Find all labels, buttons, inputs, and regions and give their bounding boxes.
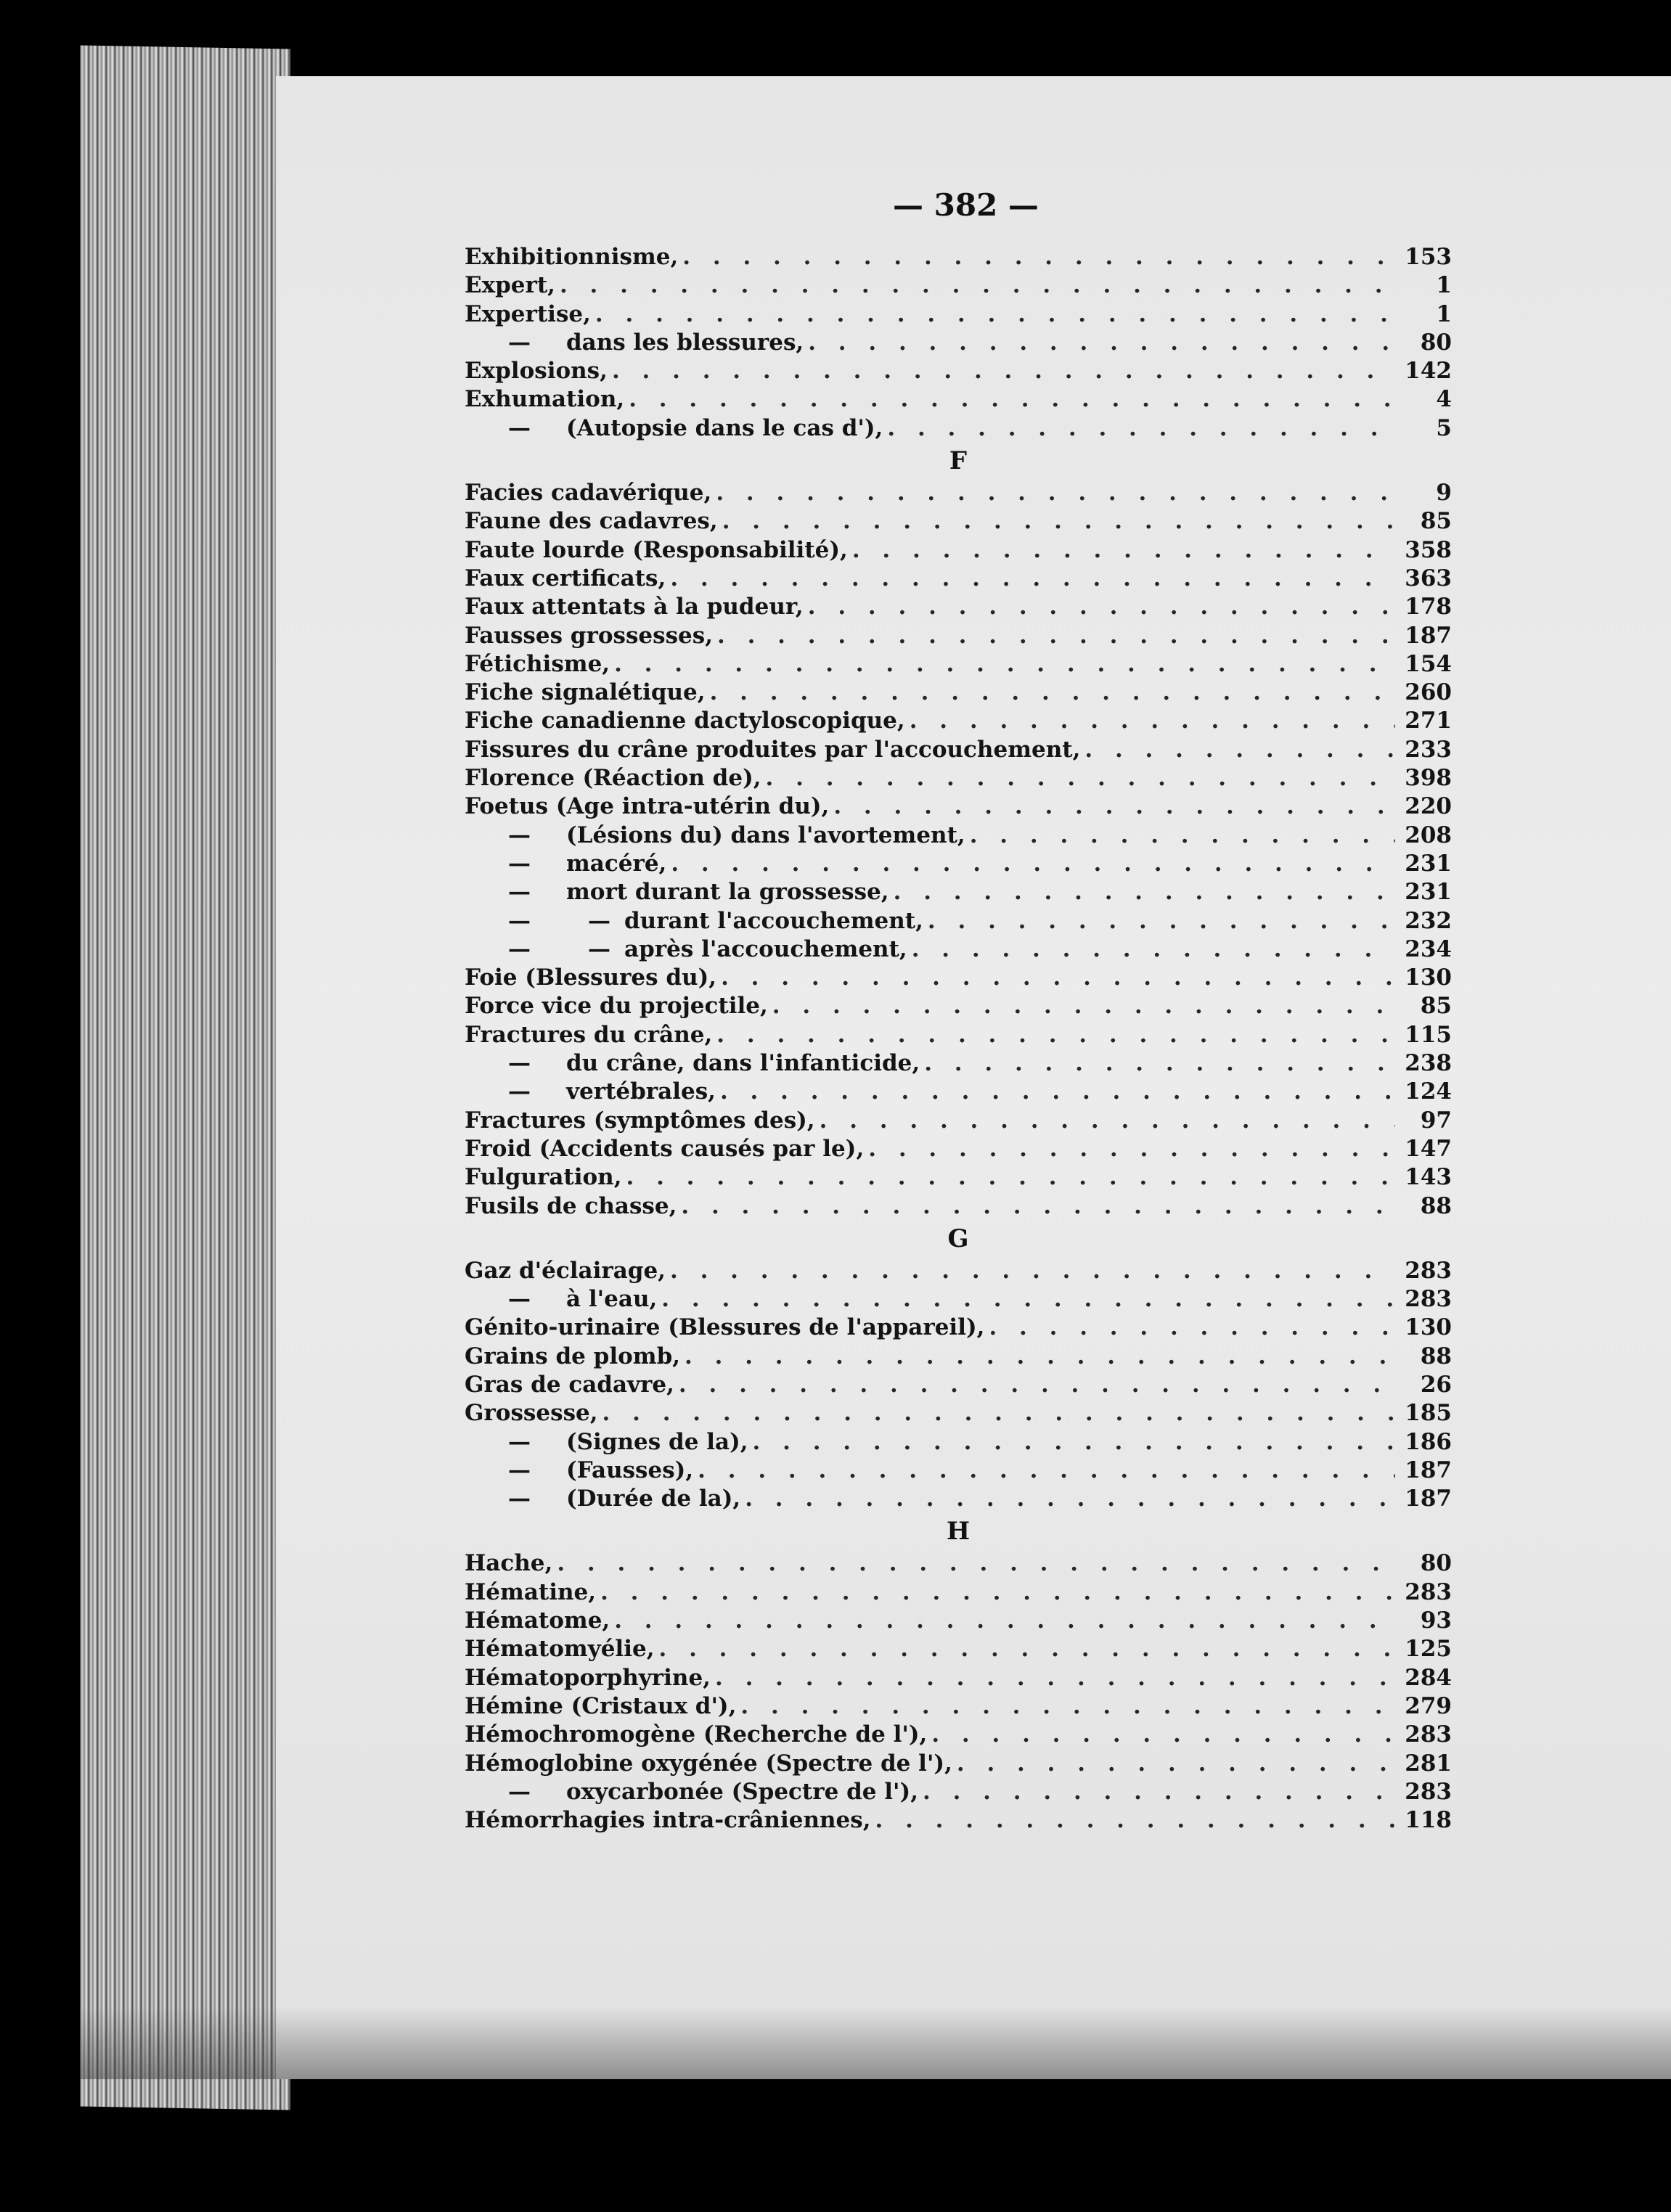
- entry-text: [465, 1021, 716, 1049]
- entry-label: à l'eau,: [566, 1286, 658, 1313]
- page-ref: 233: [1405, 736, 1452, 763]
- page-ref: 118: [1405, 1807, 1452, 1834]
- section-e: [465, 243, 1452, 443]
- leader-dots: [661, 1285, 1395, 1314]
- leader-dots: [670, 565, 1395, 593]
- entry-text: [465, 1078, 720, 1106]
- leader-dots: [808, 593, 1395, 621]
- section-heading-f: F: [949, 446, 968, 476]
- page-ref: 26: [1420, 1371, 1452, 1398]
- index-entry: [465, 964, 1452, 992]
- entry-label: dans les blessures,: [566, 329, 804, 356]
- entry-text: [465, 1778, 923, 1806]
- entry-label: du crâne, dans l'infanticide,: [566, 1050, 920, 1077]
- entry-label: Génito-urinaire (Blessures de l'appareil),: [465, 1314, 985, 1341]
- leader-dots: [923, 1778, 1395, 1806]
- entry-label: Faune des cadavres,: [465, 508, 718, 535]
- index-entry: [465, 850, 1452, 878]
- index-entry: [465, 357, 1452, 385]
- index-entry: [465, 1485, 1452, 1513]
- index-entry: [465, 1371, 1452, 1399]
- index-entry: [465, 414, 1452, 443]
- leader-dots: [602, 1399, 1395, 1427]
- page-ref: 4: [1436, 386, 1452, 413]
- index-entry: [465, 622, 1452, 650]
- leader-dots: [957, 1750, 1395, 1778]
- page-ref: 363: [1405, 565, 1452, 591]
- index-entry: [465, 385, 1452, 414]
- page-ref: 238: [1405, 1050, 1452, 1077]
- index-entry: [465, 593, 1452, 621]
- entry-label: Expertise,: [465, 300, 591, 327]
- index-entry: [465, 1806, 1452, 1835]
- page-ref: 271: [1405, 708, 1452, 734]
- entry-label: Faux certificats,: [465, 565, 666, 591]
- entry-label: Grains de plomb,: [465, 1343, 681, 1369]
- page-bottom-shadow: [80, 2007, 1671, 2079]
- page-ref: 281: [1405, 1750, 1452, 1777]
- index-entry: [465, 792, 1452, 821]
- index-entry: [465, 1750, 1452, 1778]
- leader-dots: [894, 878, 1395, 906]
- entry-label: Foie (Blessures du),: [465, 964, 717, 991]
- entry-text: [465, 1806, 875, 1835]
- leader-dots: [716, 479, 1395, 507]
- entry-label: Hématome,: [465, 1607, 610, 1634]
- page-ref: 125: [1405, 1636, 1452, 1663]
- page-edges: [80, 45, 290, 2110]
- page-ref: 142: [1405, 358, 1452, 385]
- entry-label: Expert,: [465, 272, 555, 299]
- entry-label: après l'accouchement,: [624, 935, 907, 962]
- leader-dots: [670, 1257, 1395, 1285]
- entry-text: [465, 1285, 661, 1314]
- index-entry: [465, 935, 1452, 964]
- leader-dots: [612, 357, 1395, 385]
- page-ref: 283: [1405, 1578, 1452, 1605]
- index-entry: [465, 1192, 1452, 1221]
- page-ref: 88: [1420, 1192, 1452, 1219]
- entry-text: [465, 1135, 868, 1163]
- leader-dots: [682, 243, 1395, 271]
- entry-text: [465, 622, 717, 650]
- page-ref: 283: [1405, 1778, 1452, 1805]
- index-entry: [465, 300, 1452, 329]
- leader-dots: [557, 1549, 1395, 1578]
- entry-text: [465, 1343, 685, 1371]
- page-ref: 115: [1405, 1021, 1452, 1048]
- leader-dots: [722, 507, 1395, 536]
- entry-label: Explosions,: [465, 358, 608, 385]
- leader-dots: [720, 1078, 1395, 1106]
- entry-label: Grossesse,: [465, 1400, 598, 1427]
- leader-dots: [698, 1457, 1395, 1485]
- entry-text: [465, 907, 928, 935]
- ditto-dash: —: [508, 907, 531, 934]
- leader-dots: [626, 1163, 1395, 1192]
- index-entry: [465, 1163, 1452, 1192]
- ditto-dash: —: [508, 1778, 531, 1805]
- section-heading-g: G: [947, 1224, 969, 1253]
- leader-dots: [887, 414, 1395, 443]
- index-entry: [465, 243, 1452, 271]
- page-ref: 130: [1405, 1314, 1452, 1341]
- ditto-dash: —: [508, 935, 531, 962]
- entry-label: Froid (Accidents causés par le),: [465, 1135, 865, 1162]
- page-ref: 283: [1405, 1286, 1452, 1313]
- page-ref: 88: [1420, 1343, 1452, 1369]
- page-ref: 398: [1405, 765, 1452, 792]
- entry-text: [465, 1457, 698, 1485]
- entry-label: Hématoporphyrine,: [465, 1664, 711, 1691]
- page-ref: 1: [1436, 300, 1452, 327]
- index-entry: [465, 1343, 1452, 1371]
- entry-label: Gaz d'éclairage,: [465, 1257, 666, 1284]
- entry-text: [465, 1750, 957, 1778]
- entry-text: [465, 1428, 753, 1457]
- index-entry: [465, 1399, 1452, 1427]
- index-entry: [465, 736, 1452, 764]
- ditto-dash: —: [508, 1078, 531, 1105]
- entry-text: [465, 850, 671, 878]
- page-ref: 187: [1405, 1486, 1452, 1512]
- leader-dots: [715, 1664, 1395, 1692]
- entry-label: Fausses grossesses,: [465, 622, 713, 649]
- entry-label: Exhumation,: [465, 386, 625, 413]
- entry-text: [465, 878, 894, 906]
- leader-dots: [740, 1692, 1395, 1721]
- page-ref: 93: [1420, 1607, 1452, 1634]
- entry-label: Hémine (Cristaux d'),: [465, 1692, 737, 1719]
- index-entry: [465, 1107, 1452, 1135]
- entry-text: [465, 1607, 614, 1635]
- index-entry: [465, 992, 1452, 1020]
- entry-label: Fiche signalétique,: [465, 679, 706, 706]
- index-entry: [465, 907, 1452, 935]
- leader-dots: [659, 1635, 1395, 1663]
- section-f: [465, 479, 1452, 1221]
- entry-text: [465, 1485, 745, 1513]
- entry-text: [465, 792, 833, 821]
- ditto-dash: —: [508, 1486, 531, 1512]
- entry-text: [465, 1692, 740, 1721]
- leader-dots: [721, 964, 1395, 992]
- entry-text: [465, 593, 808, 621]
- ditto-dash: —: [508, 879, 531, 906]
- entry-label: oxycarbonée (Spectre de l'),: [566, 1778, 919, 1805]
- index-entry: [465, 565, 1452, 593]
- entry-label: Faux attentats à la pudeur,: [465, 594, 804, 620]
- leader-dots: [716, 1021, 1395, 1049]
- leader-dots: [685, 1343, 1395, 1371]
- entry-label: macéré,: [566, 850, 667, 877]
- index-entry: [465, 822, 1452, 850]
- ditto-dash: —: [508, 1286, 531, 1313]
- page-ref: 187: [1405, 622, 1452, 649]
- entry-text: [465, 507, 722, 536]
- entry-text: [465, 1399, 602, 1427]
- index-entry: [465, 1635, 1452, 1663]
- page-ref: 260: [1405, 679, 1452, 706]
- ditto-dash: —: [588, 935, 610, 962]
- entry-label: (Durée de la),: [566, 1486, 741, 1512]
- index-entry: [465, 650, 1452, 679]
- leader-dots: [875, 1806, 1396, 1835]
- index-entry: [465, 679, 1452, 707]
- ditto-dash: —: [508, 1050, 531, 1077]
- leader-dots: [820, 1107, 1395, 1135]
- entry-label: mort durant la grossesse,: [566, 879, 889, 906]
- entry-label: vertébrales,: [566, 1078, 716, 1105]
- index-entry: [465, 1049, 1452, 1078]
- entry-label: Fétichisme,: [465, 650, 610, 677]
- section-h: [465, 1549, 1452, 1835]
- leader-dots: [970, 822, 1395, 850]
- leader-dots: [928, 907, 1395, 935]
- entry-text: [465, 385, 629, 414]
- page-ref: 231: [1405, 850, 1452, 877]
- entry-text: [465, 822, 970, 850]
- page-ref: 1: [1436, 272, 1452, 299]
- page-ref: 187: [1405, 1457, 1452, 1483]
- index-entry: [465, 1664, 1452, 1692]
- index-entry: [465, 1021, 1452, 1049]
- page-ref: 231: [1405, 879, 1452, 906]
- ditto-dash: —: [588, 907, 610, 934]
- entry-text: [465, 1314, 989, 1342]
- index-entry: [465, 878, 1452, 906]
- page-ref: 208: [1405, 822, 1452, 848]
- index-list: [465, 243, 1452, 1835]
- entry-text: [465, 565, 670, 593]
- page-ref: 130: [1405, 964, 1452, 991]
- leader-dots: [833, 792, 1395, 821]
- entry-label: Hémoglobine oxygénée (Spectre de l'),: [465, 1750, 952, 1777]
- page-ref: 186: [1405, 1428, 1452, 1455]
- index-entry: [465, 1778, 1452, 1806]
- index-entry: [465, 1692, 1452, 1721]
- index-entry: [465, 1549, 1452, 1578]
- section-heading-h: H: [946, 1517, 971, 1547]
- entry-text: [465, 1163, 626, 1192]
- entry-label: durant l'accouchement,: [624, 907, 923, 934]
- entry-label: (Autopsie dans le cas d'),: [566, 414, 883, 441]
- index-entry: [465, 271, 1452, 300]
- leader-dots: [679, 1371, 1395, 1399]
- ditto-dash: —: [508, 414, 531, 441]
- page-ref: 153: [1405, 244, 1452, 270]
- entry-text: [465, 414, 887, 443]
- entry-text: [465, 736, 1084, 764]
- entry-text: [465, 329, 808, 357]
- index-entry: [465, 1285, 1452, 1314]
- entry-label: Fulguration,: [465, 1164, 622, 1191]
- entry-label: Florence (Réaction de),: [465, 765, 761, 792]
- page-ref: 178: [1405, 594, 1452, 620]
- entry-label: Facies cadavérique,: [465, 480, 712, 507]
- entry-text: [465, 1578, 600, 1607]
- entry-text: [465, 1549, 557, 1578]
- index-entry: [465, 707, 1452, 735]
- index-entry: [465, 479, 1452, 507]
- index-entry: [465, 329, 1452, 357]
- page-ref: 147: [1405, 1135, 1452, 1162]
- leader-dots: [868, 1135, 1395, 1163]
- page-ref: 143: [1405, 1164, 1452, 1191]
- entry-label: Hémochromogène (Recherche de l'),: [465, 1721, 928, 1748]
- page-ref: 5: [1436, 414, 1452, 441]
- entry-text: [465, 935, 912, 964]
- entry-text: [465, 1664, 715, 1692]
- leader-dots: [808, 329, 1395, 357]
- entry-text: [465, 1107, 820, 1135]
- entry-label: (Signes de la),: [566, 1428, 748, 1455]
- entry-label: Force vice du projectile,: [465, 993, 768, 1020]
- leader-dots: [852, 536, 1395, 565]
- entry-label: (Fausses),: [566, 1457, 694, 1483]
- entry-text: [465, 650, 614, 679]
- leader-dots: [1084, 736, 1395, 764]
- index-entry: [465, 507, 1452, 536]
- index-entry: [465, 1135, 1452, 1163]
- index-entry: [465, 1314, 1452, 1342]
- leader-dots: [931, 1721, 1395, 1749]
- page-ref: 284: [1405, 1664, 1452, 1691]
- entry-text: [465, 679, 710, 707]
- leader-dots: [924, 1049, 1395, 1078]
- index-entry: [465, 1457, 1452, 1485]
- leader-dots: [745, 1485, 1395, 1513]
- entry-text: [465, 1721, 931, 1749]
- entry-text: [465, 271, 560, 300]
- entry-label: Hémorrhagies intra-crâniennes,: [465, 1807, 871, 1834]
- page-ref: 97: [1420, 1107, 1452, 1134]
- entry-label: Hache,: [465, 1550, 553, 1577]
- ditto-dash: —: [508, 822, 531, 848]
- page-ref: 185: [1405, 1400, 1452, 1427]
- entry-label: Fractures (symptômes des),: [465, 1107, 815, 1134]
- page-ref: 283: [1405, 1257, 1452, 1284]
- leader-dots: [710, 679, 1395, 707]
- entry-text: [465, 1257, 670, 1285]
- index-entry: [465, 1428, 1452, 1457]
- entry-text: [465, 300, 595, 329]
- entry-text: [465, 357, 612, 385]
- leader-dots: [772, 992, 1395, 1020]
- entry-label: Foetus (Age intra-utérin du),: [465, 793, 830, 820]
- entry-label: Hématomyélie,: [465, 1636, 655, 1663]
- entry-label: Hématine,: [465, 1578, 597, 1605]
- page-ref: 232: [1405, 907, 1452, 934]
- page-ref: 279: [1405, 1692, 1452, 1719]
- entry-text: [465, 536, 852, 565]
- page-ref: 80: [1420, 329, 1452, 356]
- leader-dots: [681, 1192, 1395, 1221]
- page-ref: 85: [1420, 993, 1452, 1020]
- index-entry: [465, 536, 1452, 565]
- leader-dots: [560, 271, 1395, 300]
- leader-dots: [753, 1428, 1395, 1457]
- entry-text: [465, 1635, 659, 1663]
- entry-text: [465, 1192, 681, 1221]
- ditto-dash: —: [508, 850, 531, 877]
- page-ref: 9: [1436, 480, 1452, 507]
- entry-text: [465, 479, 716, 507]
- entry-text: [465, 992, 772, 1020]
- leader-dots: [614, 650, 1395, 679]
- page-ref: 234: [1405, 935, 1452, 962]
- entry-text: [465, 1049, 924, 1078]
- leader-dots: [912, 935, 1395, 964]
- entry-label: (Lésions du) dans l'avortement,: [566, 822, 965, 848]
- index-entry: [465, 764, 1452, 792]
- entry-label: Fusils de chasse,: [465, 1192, 677, 1219]
- leader-dots: [600, 1578, 1395, 1607]
- entry-label: Gras de cadavre,: [465, 1371, 674, 1398]
- entry-label: Fractures du crâne,: [465, 1021, 713, 1048]
- page-ref: 220: [1405, 793, 1452, 820]
- page-ref: 358: [1405, 536, 1452, 563]
- ditto-dash: —: [508, 329, 531, 356]
- entry-label: Faute lourde (Responsabilité),: [465, 536, 848, 563]
- index-entry: [465, 1607, 1452, 1635]
- entry-label: Fissures du crâne produites par l'accouchement,: [465, 736, 1081, 763]
- entry-label: Fiche canadienne dactyloscopique,: [465, 708, 905, 734]
- entry-text: [465, 764, 766, 792]
- index-entry: [465, 1578, 1452, 1607]
- page-ref: 80: [1420, 1550, 1452, 1577]
- page-ref: 85: [1420, 508, 1452, 535]
- leader-dots: [766, 764, 1395, 792]
- page-ref: 124: [1405, 1078, 1452, 1105]
- leader-dots: [629, 385, 1395, 414]
- index-entry: [465, 1257, 1452, 1285]
- entry-text: [465, 1371, 679, 1399]
- leader-dots: [717, 622, 1395, 650]
- index-entry: [465, 1078, 1452, 1106]
- index-entry: [465, 1721, 1452, 1749]
- entry-text: [465, 707, 910, 735]
- ditto-dash: —: [508, 1457, 531, 1483]
- page-ref: 154: [1405, 650, 1452, 677]
- leader-dots: [989, 1314, 1395, 1342]
- leader-dots: [595, 300, 1395, 329]
- section-g: [465, 1257, 1452, 1514]
- entry-label: Exhibitionnisme,: [465, 244, 679, 270]
- ditto-dash: —: [508, 1428, 531, 1455]
- page-ref: 283: [1405, 1721, 1452, 1748]
- entry-text: [465, 243, 682, 271]
- leader-dots: [671, 850, 1395, 878]
- leader-dots: [614, 1607, 1395, 1635]
- page-number: — 382 —: [893, 187, 1039, 223]
- entry-text: [465, 964, 721, 992]
- leader-dots: [910, 707, 1395, 735]
